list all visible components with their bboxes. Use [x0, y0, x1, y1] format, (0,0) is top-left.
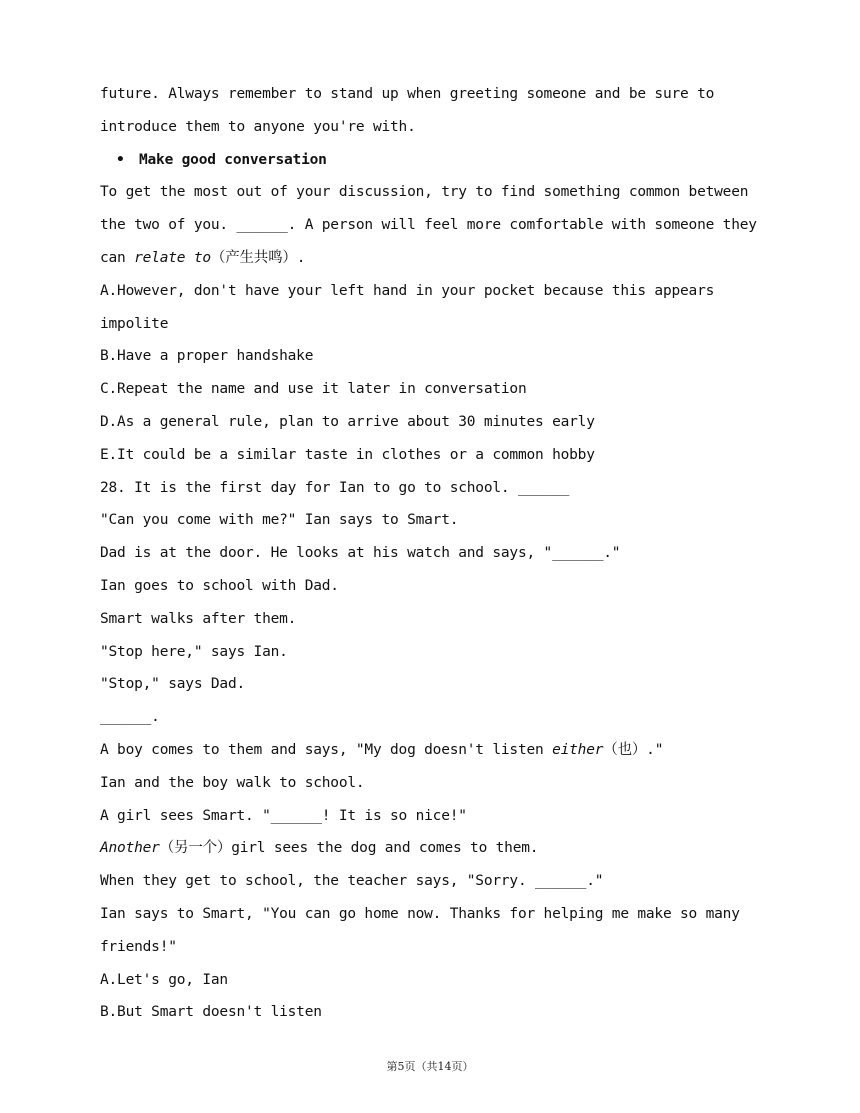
document-body — [100, 78, 760, 1029]
option-d: D.As a general rule, plan to arrive about 30 minutes early — [100, 413, 595, 430]
text-line: future. Always remember to stand up when greeting someone and be sure to — [100, 86, 715, 102]
story-line: Ian goes to school with Dad. — [100, 577, 339, 594]
bullet-icon: • — [116, 151, 125, 168]
text-span: A boy comes to them and says, "My dog doesn't listen — [100, 741, 553, 758]
story-line: friends!" — [100, 938, 177, 955]
story-line: When they get to school, the teacher says, "Sorry. ______." — [100, 873, 604, 890]
story-line: Ian says to Smart, "You can go home now. Thanks for helping me make so many — [100, 905, 740, 922]
page-footer: 第5页（共14页） — [386, 1060, 474, 1073]
story-line: Ian and the boy walk to school. — [100, 774, 365, 791]
gloss-text: （产生共鸣）. — [210, 249, 306, 266]
story-line — [100, 832, 760, 865]
text-line: introduce them to anyone you're with. — [100, 118, 416, 135]
story-line: Dad is at the door. He looks at his watch and says, "______." — [100, 545, 621, 562]
gloss-text: （另一个）girl sees the dog and comes to them. — [159, 840, 539, 857]
option-c: C.Repeat the name and use it later in conversation — [100, 381, 527, 398]
story-line: "Can you come with me?" Ian says to Smart. — [100, 512, 459, 529]
q28-option-b: B.But Smart doesn't listen — [100, 1004, 322, 1021]
heading-text: Make good conversation — [139, 151, 327, 168]
option-e: E.It could be a similar taste in clothes or a common hobby — [100, 446, 595, 463]
story-line: "Stop here," says Ian. — [100, 643, 288, 660]
question-28-title: 28. It is the first day for Ian to go to school. ______ — [100, 479, 570, 496]
italic-term: either — [552, 741, 604, 758]
gloss-text: （也）." — [603, 741, 664, 758]
italic-term: relate to — [134, 249, 211, 266]
text-line: To get the most out of your discussion, try to find something common between — [100, 184, 749, 201]
story-blank: ______. — [100, 709, 160, 726]
q28-option-a: A.Let's go, Ian — [100, 971, 228, 988]
text-span: can — [100, 249, 135, 266]
italic-term: Another — [100, 840, 160, 857]
text-line: the two of you. ______. A person will feel more comfortable with someone they — [100, 217, 757, 234]
story-line: A girl sees Smart. "______! It is so nice!" — [100, 807, 467, 824]
text-line — [100, 242, 760, 275]
option-b: B.Have a proper handshake — [100, 348, 314, 365]
story-line: Smart walks after them. — [100, 610, 297, 627]
option-a-continued: impolite — [100, 315, 169, 332]
story-line: "Stop," says Dad. — [100, 676, 246, 693]
story-line — [100, 734, 760, 767]
option-a: A.However, don't have your left hand in your pocket because this appears — [100, 282, 715, 299]
section-heading — [100, 144, 760, 177]
